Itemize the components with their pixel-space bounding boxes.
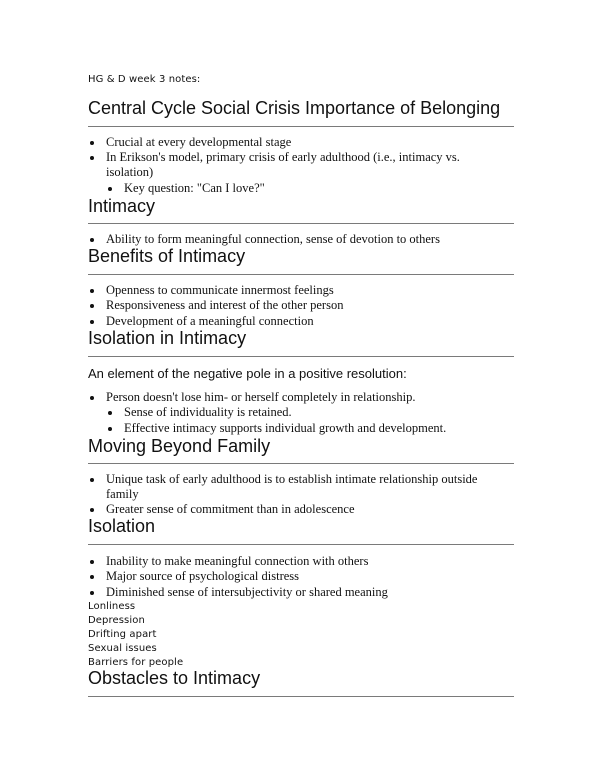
bullet-icon	[90, 396, 94, 400]
section-heading-intimacy: Intimacy	[88, 196, 156, 216]
bullet-icon	[108, 411, 112, 415]
list-item-continuation: isolation)	[106, 165, 154, 179]
list-item: Responsiveness and interest of the other person	[106, 298, 343, 313]
bullet-icon	[90, 238, 94, 242]
section-rule	[88, 544, 514, 545]
bullet-icon	[90, 560, 94, 564]
list-item: Ability to form meaningful connection, sense of devotion to others	[106, 232, 440, 247]
sub-list-item: Key question: "Can I love?"	[124, 181, 265, 196]
section-heading-obstacles: Obstacles to Intimacy	[88, 668, 261, 688]
list-item: Major source of psychological distress	[106, 569, 299, 584]
list-item: In Erikson's model, primary crisis of early adulthood (i.e., intimacy vs.	[106, 150, 460, 165]
sub-list-item: Sense of individuality is retained.	[124, 405, 292, 420]
note-line: Depression	[88, 615, 145, 626]
bullet-icon	[90, 289, 94, 293]
bullet-icon	[90, 141, 94, 145]
list-item: Crucial at every developmental stage	[106, 135, 291, 150]
list-item: Unique task of early adulthood is to establish intimate relationship outside	[106, 472, 477, 487]
bullet-icon	[90, 156, 94, 160]
bullet-icon	[90, 591, 94, 595]
section-rule	[88, 463, 514, 464]
section-rule	[88, 223, 514, 224]
list-item: Openness to communicate innermost feelings	[106, 283, 334, 298]
note-line: Sexual issues	[88, 643, 157, 654]
bullet-icon	[90, 508, 94, 512]
section-rule	[88, 696, 514, 697]
list-item: Person doesn't lose him- or herself completely in relationship.	[106, 390, 415, 405]
list-item: Inability to make meaningful connection with others	[106, 554, 368, 569]
list-item-continuation: family	[106, 487, 139, 501]
bullet-icon	[108, 427, 112, 431]
header-note: HG & D week 3 notes:	[88, 74, 201, 85]
list-item: Greater sense of commitment than in adolescence	[106, 502, 355, 517]
bullet-icon	[90, 575, 94, 579]
section-rule	[88, 274, 514, 275]
bullet-icon	[90, 320, 94, 324]
note-line: Lonliness	[88, 601, 136, 612]
note-line: Barriers for people	[88, 657, 184, 668]
bullet-icon	[90, 478, 94, 482]
section-rule	[88, 126, 514, 127]
section-heading-isolation: Isolation	[88, 516, 156, 536]
sub-list-item: Effective intimacy supports individual growth and development.	[124, 421, 446, 436]
section-intro: An element of the negative pole in a positive resolution:	[88, 366, 407, 381]
section-heading-benefits: Benefits of Intimacy	[88, 246, 246, 266]
section-rule	[88, 356, 514, 357]
list-item: Development of a meaningful connection	[106, 314, 314, 329]
section-heading-isolation-in-intimacy: Isolation in Intimacy	[88, 328, 247, 348]
bullet-icon	[90, 304, 94, 308]
list-item: Diminished sense of intersubjectivity or shared meaning	[106, 585, 388, 600]
section-heading-moving-beyond-family: Moving Beyond Family	[88, 436, 271, 456]
bullet-icon	[108, 187, 112, 191]
note-line: Drifting apart	[88, 629, 157, 640]
section-heading-belonging: Central Cycle Social Crisis Importance of Belonging	[88, 98, 501, 118]
